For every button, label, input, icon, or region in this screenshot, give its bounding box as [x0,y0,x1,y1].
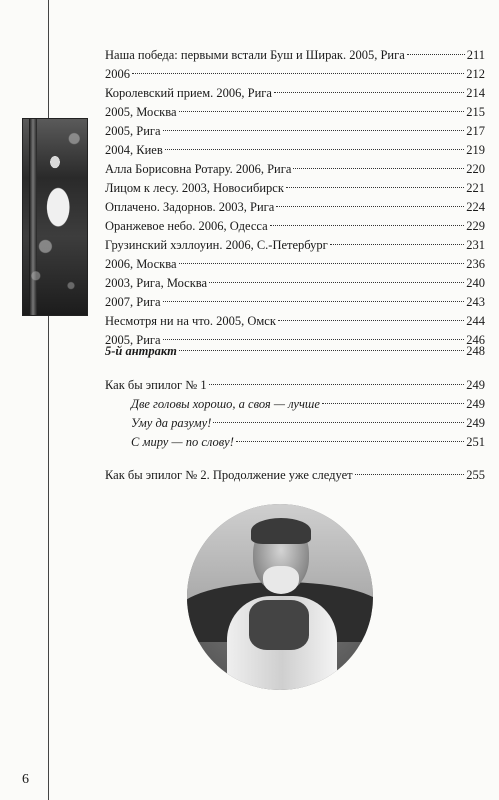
toc-entry[interactable] [105,122,485,141]
toc-entry-page: 248 [466,344,485,358]
portrait-cap [251,518,311,544]
leader-dots [163,300,465,302]
portrait-photo-circle [187,504,373,690]
toc-epilogue-1 [105,376,485,452]
toc-entry-title: Наша победа: первыми встали Буш и Ширак. 2005, Рига [105,48,405,62]
foliage [23,119,87,315]
toc-entry-page: 212 [466,67,485,81]
toc-entry[interactable] [105,103,485,122]
toc-entry-page: 243 [466,295,485,309]
leader-dots [286,186,464,188]
toc-block-1 [105,46,485,350]
leader-dots [163,129,465,131]
toc-interlude-entry[interactable] [105,342,485,361]
toc-entry[interactable] [105,179,485,198]
toc-entry-page: 231 [466,238,485,252]
toc-entry-page: 217 [466,124,485,138]
toc-entry[interactable] [105,46,485,65]
toc-subentry[interactable] [105,395,485,414]
toc-entry-page: 214 [466,86,485,100]
page-number: 6 [22,772,29,787]
toc-entry-page: 255 [466,468,485,482]
toc-entry-title: 2006, Москва [105,257,177,271]
toc-entry[interactable] [105,274,485,293]
toc-entry-title: Уму да разуму! [131,416,212,430]
leader-dots [293,167,464,169]
toc-entry[interactable] [105,160,485,179]
toc-entry-title: Оранжевое небо. 2006, Одесса [105,219,268,233]
leader-dots [179,262,465,264]
toc-entry-page: 211 [466,48,485,62]
toc-epilogue-entry[interactable] [105,376,485,395]
toc-entry-title: 2005, Рига [105,124,161,138]
toc-entry-page: 249 [466,397,485,411]
toc-entry-title: 2006 [105,67,130,81]
toc-entry-page: 249 [466,416,485,430]
toc-entry-title: Как бы эпилог № 1 [105,378,207,392]
leader-dots [165,148,465,150]
toc-entry-title: 2005, Рига [105,333,161,347]
leader-dots [407,53,465,55]
toc-interlude [105,342,485,361]
toc-entry-page: 221 [466,181,485,195]
leader-dots [163,338,465,340]
toc-entry[interactable] [105,293,485,312]
toc-entry-page: 249 [466,378,485,392]
leader-dots [276,205,464,207]
toc-entry-title: 5-й антракт [105,344,177,358]
toc-entry[interactable] [105,65,485,84]
toc-epilogue-entry[interactable] [105,466,485,485]
leader-dots [270,224,465,226]
leader-dots [330,243,464,245]
toc-entry-title: 2003, Рига, Москва [105,276,208,290]
toc-entry[interactable] [105,236,485,255]
leader-dots [209,281,464,283]
portrait-beard [263,566,299,594]
toc-entry-title: Оплачено. Задорнов. 2003, Рига [105,200,275,214]
toc-entry-page: 215 [466,105,485,119]
portrait-scarf [249,600,309,650]
leader-dots [236,440,464,442]
side-photo-man-in-forest [22,118,88,316]
leader-dots [278,319,464,321]
toc-entry-page: 244 [466,314,485,328]
toc-entry[interactable] [105,217,485,236]
toc-entry[interactable] [105,312,485,331]
leader-dots [209,383,465,385]
toc-entry-page: 229 [466,219,485,233]
toc-entry-title: Грузинский хэллоуин. 2006, С.-Петербург [105,238,328,252]
leader-dots [355,473,465,475]
toc-entry-page: 240 [466,276,485,290]
leader-dots [322,402,464,404]
leader-dots [132,72,464,74]
toc-entry-title: Как бы эпилог № 2. Продолжение уже следует [105,468,353,482]
toc-entry-page: 236 [466,257,485,271]
toc-subentry[interactable] [105,433,485,452]
toc-entry-page: 246 [466,333,485,347]
toc-entry[interactable] [105,255,485,274]
toc-epilogue-2 [105,466,485,485]
leader-dots [213,421,464,423]
toc-entry-title: С миру — по слову! [131,435,234,449]
toc-entry-title: 2007, Рига [105,295,161,309]
toc-entry-title: Две головы хорошо, а своя — лучше [131,397,320,411]
toc-entry[interactable] [105,84,485,103]
leader-dots [274,91,464,93]
toc-entry[interactable] [105,141,485,160]
toc-entry-page: 219 [466,143,485,157]
toc-entry-page: 224 [466,200,485,214]
toc-entry[interactable] [105,198,485,217]
toc-entry-title: Несмотря ни на что. 2005, Омск [105,314,276,328]
toc-entry-page: 251 [466,435,485,449]
toc-entry-title: 2005, Москва [105,105,177,119]
leader-dots [179,349,464,351]
leader-dots [179,110,465,112]
toc-entry-title: Королевский прием. 2006, Рига [105,86,272,100]
toc-entry-title: 2004, Киев [105,143,163,157]
toc-entry-page: 220 [466,162,485,176]
toc-entry-title: Лицом к лесу. 2003, Новосибирск [105,181,284,195]
toc-subentry[interactable] [105,414,485,433]
toc-entry-title: Алла Борисовна Ротару. 2006, Рига [105,162,292,176]
